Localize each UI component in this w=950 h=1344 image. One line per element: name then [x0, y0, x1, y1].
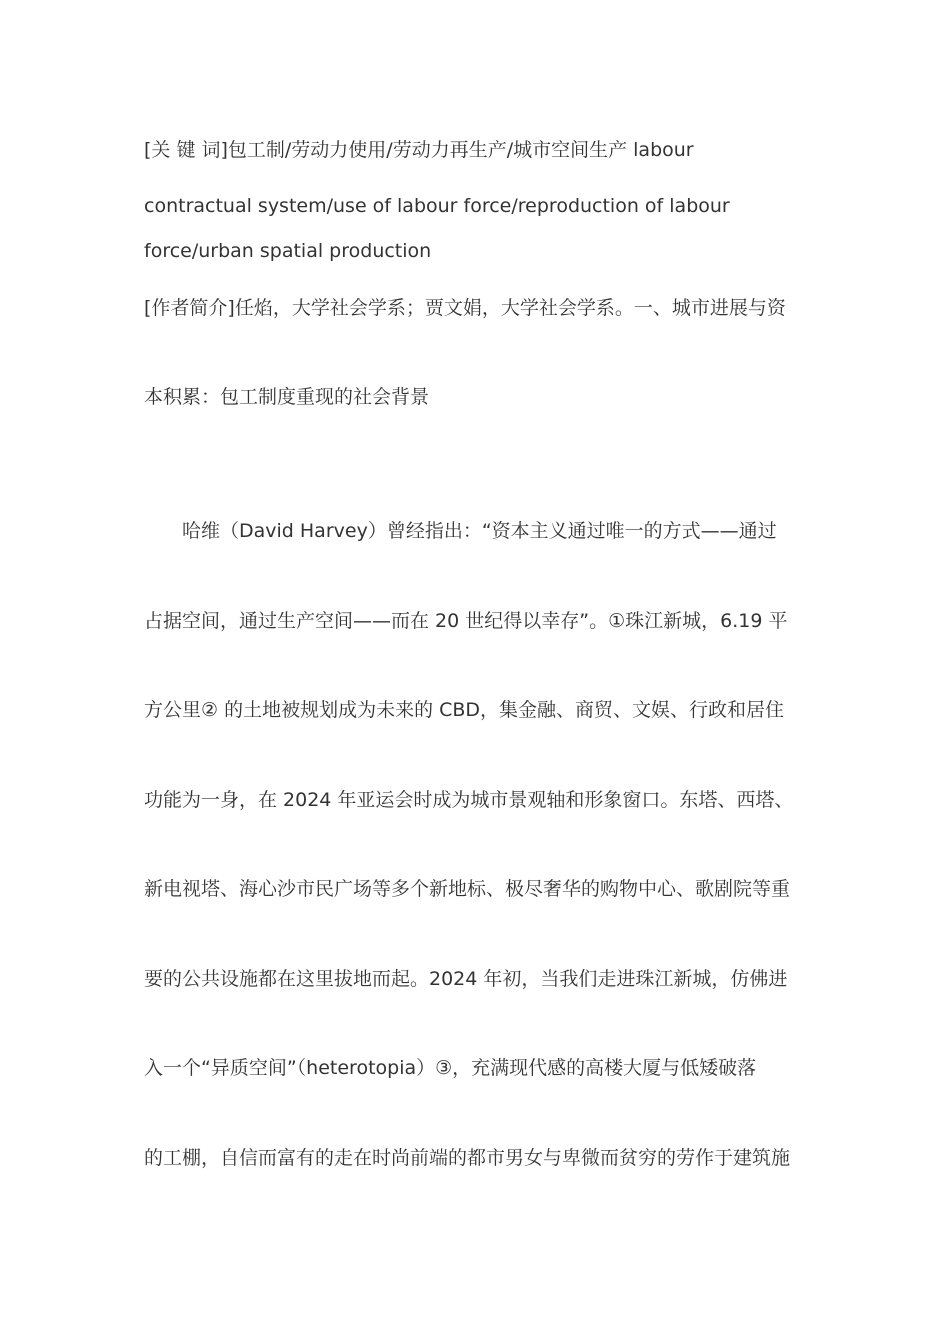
body-line-8: 的工棚，自信而富有的走在时尚前端的都市男女与卑微而贫穷的劳作于建筑施: [144, 1147, 791, 1169]
keywords-line-2: contractual system/use of labour force/reproduction of labour: [144, 195, 730, 217]
body-line-5: 新电视塔、海心沙市民广场等多个新地标、极尽奢华的购物中心、歌剧院等重: [144, 878, 791, 900]
body-line-4: 功能为一身，在 2024 年亚运会时成为城市景观轴和形象窗口。东塔、西塔、: [144, 789, 794, 811]
body-line-3: 方公里② 的土地被规划成为未来的 CBD，集金融、商贸、文娱、行政和居住: [144, 699, 785, 721]
body-line-6: 要的公共设施都在这里拔地而起。2024 年初，当我们走进珠江新城，仿佛进: [144, 968, 788, 990]
body-line-7: 入一个“异质空间”（heterotopia）③，充满现代感的高楼大厦与低矮破落: [144, 1057, 757, 1079]
author-line-2: 本积累：包工制度重现的社会背景: [144, 386, 430, 408]
body-line-2: 占据空间，通过生产空间——而在 20 世纪得以幸存”。①珠江新城，6.19 平: [144, 610, 788, 632]
keywords-line-1: [关 键 词]包工制/劳动力使用/劳动力再生产/城市空间生产 labour: [144, 139, 694, 161]
keywords-line-3: force/urban spatial production: [144, 240, 432, 262]
body-line-1: 哈维（David Harvey）曾经指出：“资本主义通过唯一的方式——通过: [182, 520, 777, 542]
author-line-1: [作者简介]任焰，大学社会学系；贾文娟，大学社会学系。一、城市进展与资: [144, 297, 786, 319]
